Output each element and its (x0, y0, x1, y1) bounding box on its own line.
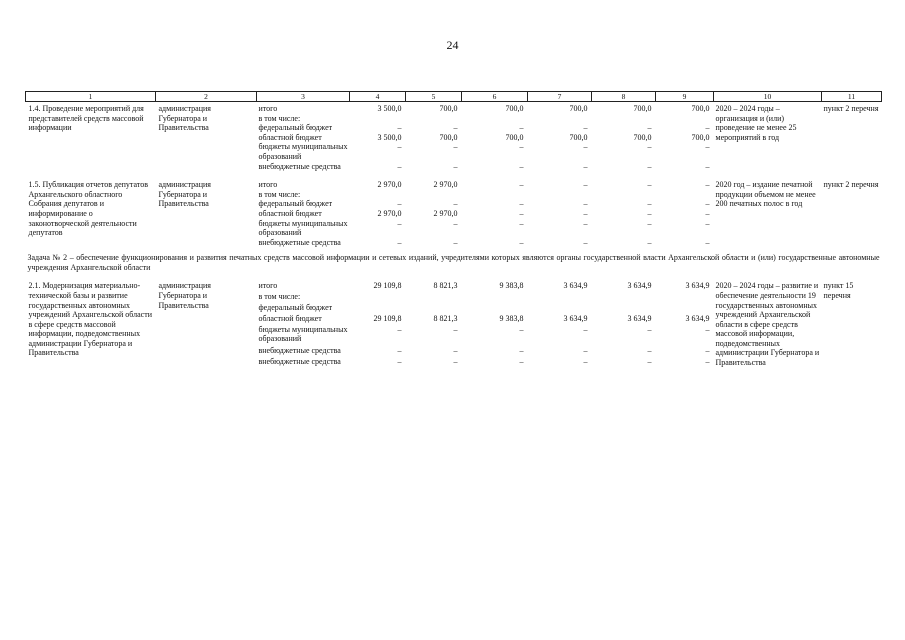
column-number: 1 (26, 92, 156, 102)
funding-value: – (583, 161, 588, 171)
funding-source: внебюджетные средства (258, 346, 341, 356)
funding-value: – (397, 237, 402, 247)
funding-value: – (519, 346, 524, 356)
funding-value: – (583, 218, 588, 228)
funding-value: 700,0 (505, 132, 524, 142)
funding-value: – (453, 356, 458, 366)
funding-value: 9 383,8 (499, 281, 524, 291)
funding-value: 3 634,9 (627, 313, 652, 323)
funding-source: бюджеты муниципальных образований (258, 324, 348, 344)
funding-value: – (647, 356, 652, 366)
funding-value: – (583, 142, 588, 152)
funding-source: итого (258, 180, 278, 190)
funding-value: 8 821,3 (433, 281, 458, 291)
funding-value (592, 114, 656, 124)
funding-value: – (647, 208, 652, 218)
funding-source: итого (258, 104, 278, 113)
funding-value: 700,0 (569, 104, 588, 113)
funding-value (406, 190, 462, 200)
funding-value: – (705, 324, 710, 334)
funding-value: 700,0 (569, 132, 588, 142)
funding-source: бюджеты муниципальных образований (258, 218, 348, 238)
funding-value: – (397, 356, 402, 366)
funding-value (462, 114, 528, 124)
funding-value: 2 970,0 (377, 208, 402, 218)
funding-value (350, 292, 406, 303)
funding-value (528, 114, 592, 124)
funding-value: 9 383,8 (499, 313, 524, 323)
funding-value: – (583, 180, 588, 190)
funding-value: – (647, 346, 652, 356)
funding-value: – (583, 324, 588, 334)
funding-value: – (647, 142, 652, 152)
funding-value: – (705, 142, 710, 152)
funding-value: 29 109,8 (373, 313, 402, 323)
funding-source: в том числе: (258, 292, 301, 302)
funding-value: – (583, 208, 588, 218)
funding-value (592, 292, 656, 303)
funding-value: 3 500,0 (377, 132, 402, 142)
funding-value: – (705, 237, 710, 247)
funding-value: 3 634,9 (627, 281, 652, 291)
activity-name: 2.1. Модернизация материально-технической базы и развитие государственных автономных учреждений Архангельской области в сфере средств массовой информации, подведомственных администрации Губернатора и Правительства (28, 281, 152, 358)
funding-value: – (397, 199, 402, 209)
column-number: 9 (656, 92, 714, 102)
funding-value: – (705, 180, 710, 190)
task-row (26, 247, 882, 279)
funding-value: – (583, 346, 588, 356)
funding-source: федеральный бюджет (258, 199, 333, 209)
funding-value: – (583, 199, 588, 209)
funding-source: в том числе: (258, 113, 301, 123)
activity-name: 1.5. Публикация отчетов депутатов Архангельского областного Собрания депутатов и информирование о законотворческой деятельности депутатов (28, 180, 149, 238)
funding-value: – (519, 356, 524, 366)
funding-value (592, 303, 656, 314)
reference: пункт 15 перечня (823, 281, 854, 300)
funding-value: – (397, 346, 402, 356)
task-heading: Задача № 2 – обеспечение функционирования и развития печатных средств массовой информации и сетевых изданий, учредителями которых являются органы государственной власти Архангельской области и (или) государственные автономные учреждения Архангельской области (27, 253, 880, 273)
funding-source: внебюджетные средства (258, 237, 341, 247)
column-number: 11 (822, 92, 882, 102)
funding-value (462, 190, 528, 200)
funding-value: 8 821,3 (433, 313, 458, 323)
funding-value (406, 292, 462, 303)
funding-source: в том числе: (258, 189, 301, 199)
funding-value: – (705, 218, 710, 228)
column-number: 6 (462, 92, 528, 102)
funding-value: – (453, 199, 458, 209)
funding-value: – (705, 356, 710, 366)
spacer-row (26, 171, 882, 178)
funding-value: 3 634,9 (563, 313, 588, 323)
column-number: 7 (528, 92, 592, 102)
funding-value: – (453, 142, 458, 152)
funding-value: 3 634,9 (563, 281, 588, 291)
funding-value: – (647, 324, 652, 334)
funding-row (26, 102, 882, 114)
funding-value: 700,0 (633, 104, 652, 113)
funding-value (406, 114, 462, 124)
expected-result: 2020 год – издание печатной продукции объемом не менее 200 печатных полос в год (715, 180, 816, 209)
funding-value (528, 303, 592, 314)
column-number-row (26, 92, 882, 102)
funding-source: внебюджетные средства (258, 161, 341, 171)
program-table (25, 91, 882, 368)
executor: администрация Губернатора и Правительства (158, 104, 211, 133)
funding-row (26, 178, 882, 190)
funding-value: 700,0 (633, 132, 652, 142)
column-number: 3 (257, 92, 350, 102)
column-number: 2 (156, 92, 257, 102)
funding-value (350, 303, 406, 314)
funding-value: – (519, 142, 524, 152)
funding-value: – (519, 324, 524, 334)
funding-value: – (647, 161, 652, 171)
funding-value: – (453, 237, 458, 247)
funding-value: 700,0 (439, 132, 458, 142)
funding-source: итого (258, 281, 278, 291)
page-number: 24 (446, 38, 459, 52)
funding-value: 700,0 (505, 104, 524, 113)
funding-value: 3 634,9 (685, 281, 710, 291)
funding-value (406, 303, 462, 314)
funding-source: внебюджетные средства (258, 356, 341, 366)
funding-value: – (519, 123, 524, 133)
column-number: 5 (406, 92, 462, 102)
funding-value: – (397, 218, 402, 228)
funding-value: – (519, 199, 524, 209)
funding-value: – (705, 123, 710, 133)
expected-result: 2020 – 2024 годы – организация и (или) проведение не менее 25 мероприятий в год (715, 104, 797, 142)
funding-value: – (519, 218, 524, 228)
funding-value: – (647, 180, 652, 190)
funding-value: – (453, 324, 458, 334)
funding-value: – (397, 123, 402, 133)
funding-value: 700,0 (439, 104, 458, 113)
funding-value: 2 970,0 (377, 180, 402, 190)
funding-value (350, 114, 406, 124)
funding-value (462, 303, 528, 314)
funding-value (592, 190, 656, 200)
reference: пункт 2 перечня (823, 104, 879, 113)
funding-value: – (453, 218, 458, 228)
funding-source: федеральный бюджет (258, 303, 333, 313)
funding-source: федеральный бюджет (258, 123, 333, 133)
funding-value (656, 292, 714, 303)
reference: пункт 2 перечня (823, 180, 879, 190)
expected-result: 2020 – 2024 годы – развитие и обеспечение деятельности 19 государственных автономных учреждений Архангельской области в сфере средств массовой информации, подведомственных администрации Губернатора и Правительства (715, 281, 820, 368)
column-number: 10 (714, 92, 822, 102)
funding-value: 3 634,9 (685, 313, 710, 323)
funding-value: – (519, 180, 524, 190)
funding-value: – (705, 346, 710, 356)
funding-value: 2 970,0 (433, 208, 458, 218)
funding-value: 3 500,0 (377, 104, 402, 113)
column-number: 4 (350, 92, 406, 102)
funding-value: – (647, 123, 652, 133)
funding-value: – (647, 199, 652, 209)
funding-source: областной бюджет (258, 208, 322, 218)
funding-value: – (453, 123, 458, 133)
activity-name: 1.4. Проведение мероприятий для представителей средств массовой информации (28, 104, 144, 133)
column-number: 8 (592, 92, 656, 102)
funding-value: – (397, 324, 402, 334)
funding-value: – (397, 161, 402, 171)
funding-value: – (647, 218, 652, 228)
funding-value: – (453, 161, 458, 171)
funding-value: – (705, 161, 710, 171)
funding-value (528, 292, 592, 303)
funding-value: – (583, 123, 588, 133)
funding-value: – (519, 161, 524, 171)
spacer-cell (26, 171, 882, 178)
executor: администрация Губернатора и Правительства (158, 180, 211, 209)
funding-value: 29 109,8 (373, 281, 402, 291)
funding-value (656, 190, 714, 200)
funding-value: – (519, 208, 524, 218)
funding-value (656, 303, 714, 314)
funding-value (528, 190, 592, 200)
funding-value: 700,0 (691, 104, 710, 113)
funding-source: областной бюджет (258, 313, 322, 323)
funding-value: – (583, 356, 588, 366)
funding-value: – (705, 208, 710, 218)
funding-value: 2 970,0 (433, 180, 458, 190)
funding-value: – (705, 199, 710, 209)
funding-source: областной бюджет (258, 132, 322, 142)
funding-value: – (397, 142, 402, 152)
funding-value (462, 292, 528, 303)
funding-value: – (583, 237, 588, 247)
funding-row (26, 279, 882, 292)
funding-value: – (453, 346, 458, 356)
funding-value: – (519, 237, 524, 247)
executor: администрация Губернатора и Правительства (158, 281, 211, 310)
funding-value (350, 190, 406, 200)
funding-value: 700,0 (691, 132, 710, 142)
funding-value: – (647, 237, 652, 247)
funding-value (656, 114, 714, 124)
funding-source: бюджеты муниципальных образований (258, 142, 348, 161)
